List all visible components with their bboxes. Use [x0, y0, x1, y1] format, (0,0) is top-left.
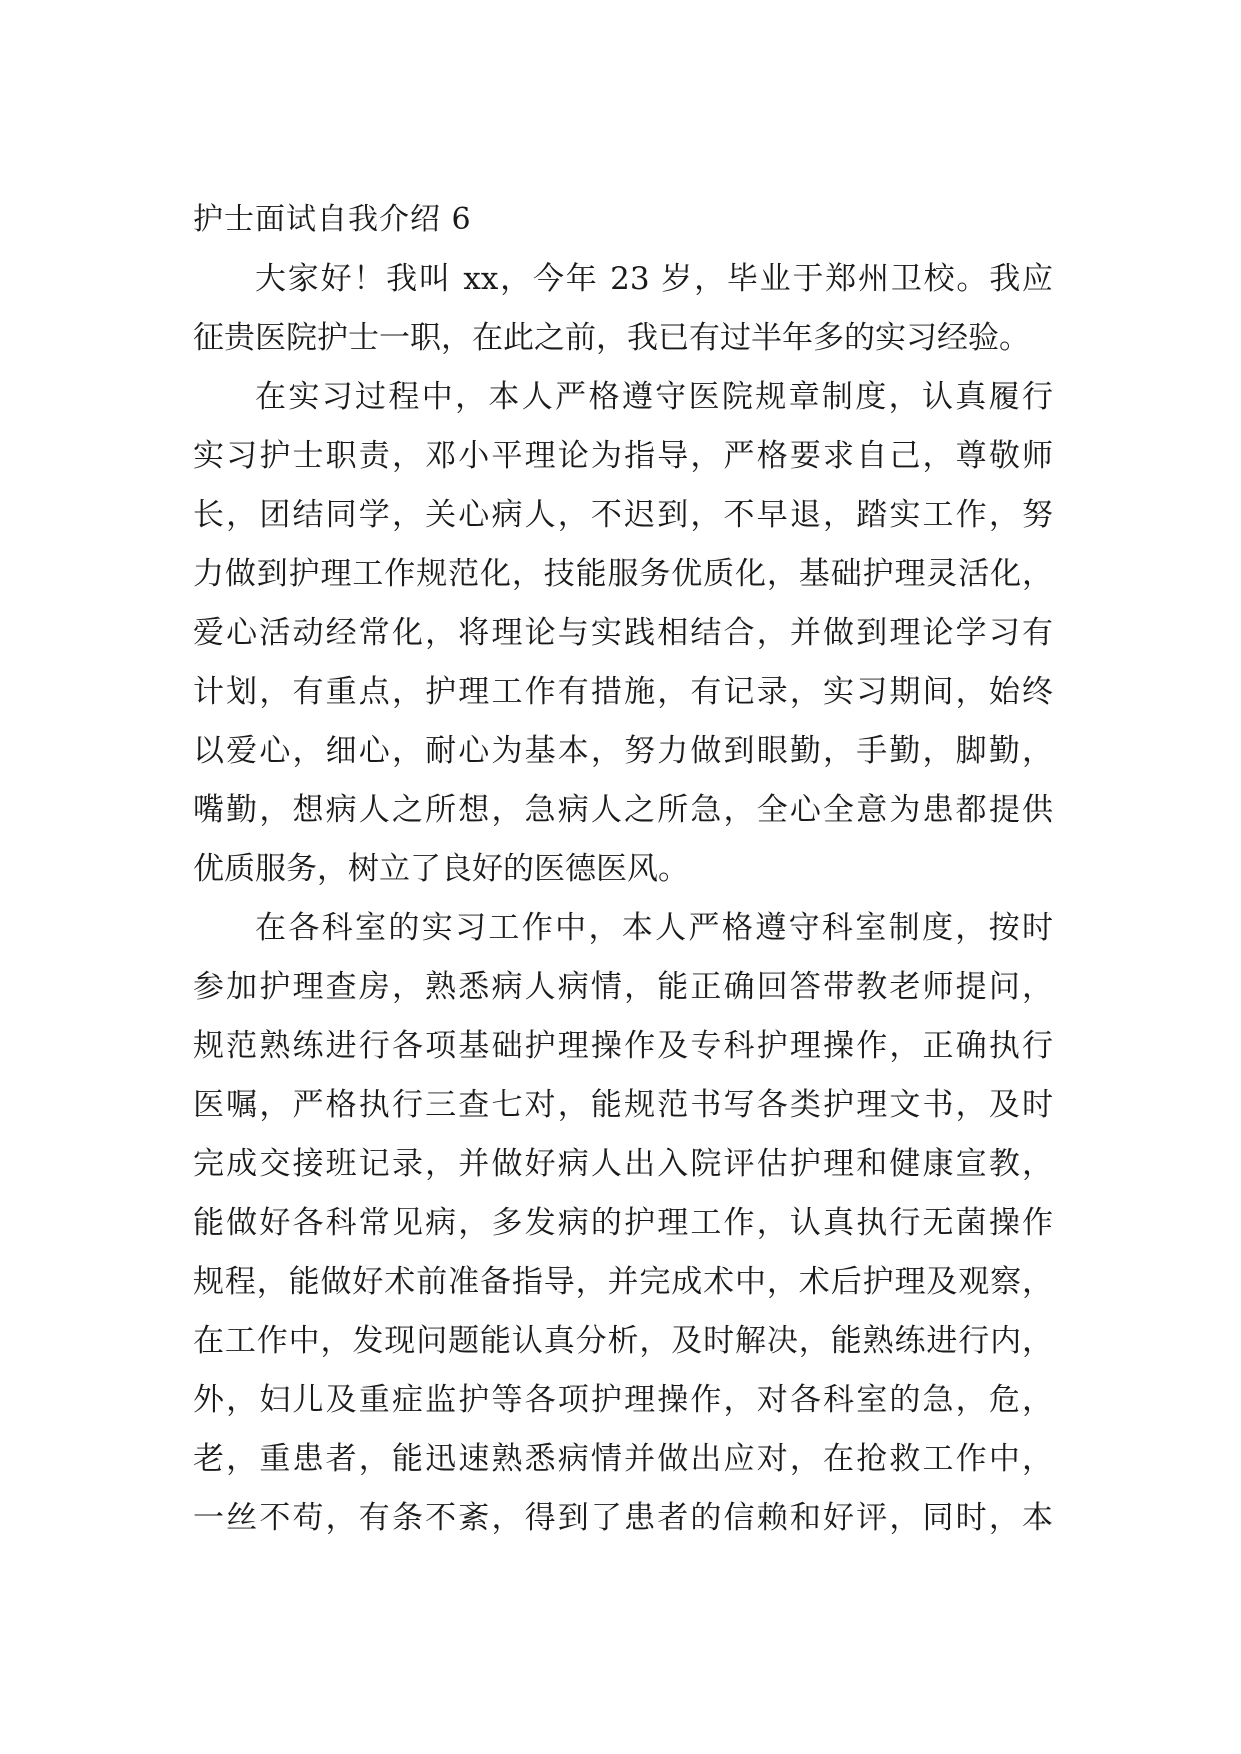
paragraph-1: [193, 250, 1053, 368]
paragraph-3: [193, 899, 1053, 1548]
text-line: 长，团结同学，关心病人，不迟到，不早退，踏实工作，努: [193, 497, 1053, 533]
text-line: 能做好各科常见病，多发病的护理工作，认真执行无菌操作: [193, 1205, 1053, 1241]
text-line: 爱心活动经常化，将理论与实践相结合，并做到理论学习有: [193, 615, 1053, 651]
text-line: 以爱心，细心，耐心为基本，努力做到眼勤，手勤，脚勤，: [193, 733, 1053, 769]
text-line: 计划，有重点，护理工作有措施，有记录，实习期间，始终: [193, 674, 1053, 710]
text-line: 在各科室的实习工作中，本人严格遵守科室制度，按时: [255, 910, 1053, 946]
text-line: 一丝不苟，有条不紊，得到了患者的信赖和好评，同时，本: [193, 1500, 1053, 1536]
paragraph-2: [193, 368, 1053, 899]
text-line: 征贵医院护士一职，在此之前，我已有过半年多的实习经验。: [193, 320, 1030, 356]
text-line: 大家好！我叫 xx，今年 23 岁，毕业于郑州卫校。我应: [255, 261, 1053, 297]
text-line: 参加护理查房，熟悉病人病情，能正确回答带教老师提问，: [193, 969, 1053, 1005]
text-line: 在实习过程中，本人严格遵守医院规章制度，认真履行: [255, 379, 1053, 415]
text-line: 规程，能做好术前准备指导，并完成术中，术后护理及观察，: [193, 1264, 1053, 1300]
text-line: 优质服务，树立了良好的医德医风。: [193, 851, 689, 887]
document-body: [193, 190, 1053, 1548]
text-line: 医嘱，严格执行三查七对，能规范书写各类护理文书，及时: [193, 1087, 1053, 1123]
text-line: 老，重患者，能迅速熟悉病情并做出应对，在抢救工作中，: [193, 1441, 1053, 1477]
text-line: 实习护士职责，邓小平理论为指导，严格要求自己，尊敬师: [193, 438, 1053, 474]
document-heading: 护士面试自我介绍 6: [193, 202, 472, 237]
text-line: 规范熟练进行各项基础护理操作及专科护理操作，正确执行: [193, 1028, 1053, 1064]
text-line: 外，妇儿及重症监护等各项护理操作，对各科室的急，危，: [193, 1382, 1053, 1418]
text-line: 完成交接班记录，并做好病人出入院评估护理和健康宣教，: [193, 1146, 1053, 1182]
text-line: 力做到护理工作规范化，技能服务优质化，基础护理灵活化，: [193, 556, 1053, 592]
text-line: 嘴勤，想病人之所想，急病人之所急，全心全意为患都提供: [193, 792, 1053, 828]
text-line: 在工作中，发现问题能认真分析，及时解决，能熟练进行内，: [193, 1323, 1053, 1359]
